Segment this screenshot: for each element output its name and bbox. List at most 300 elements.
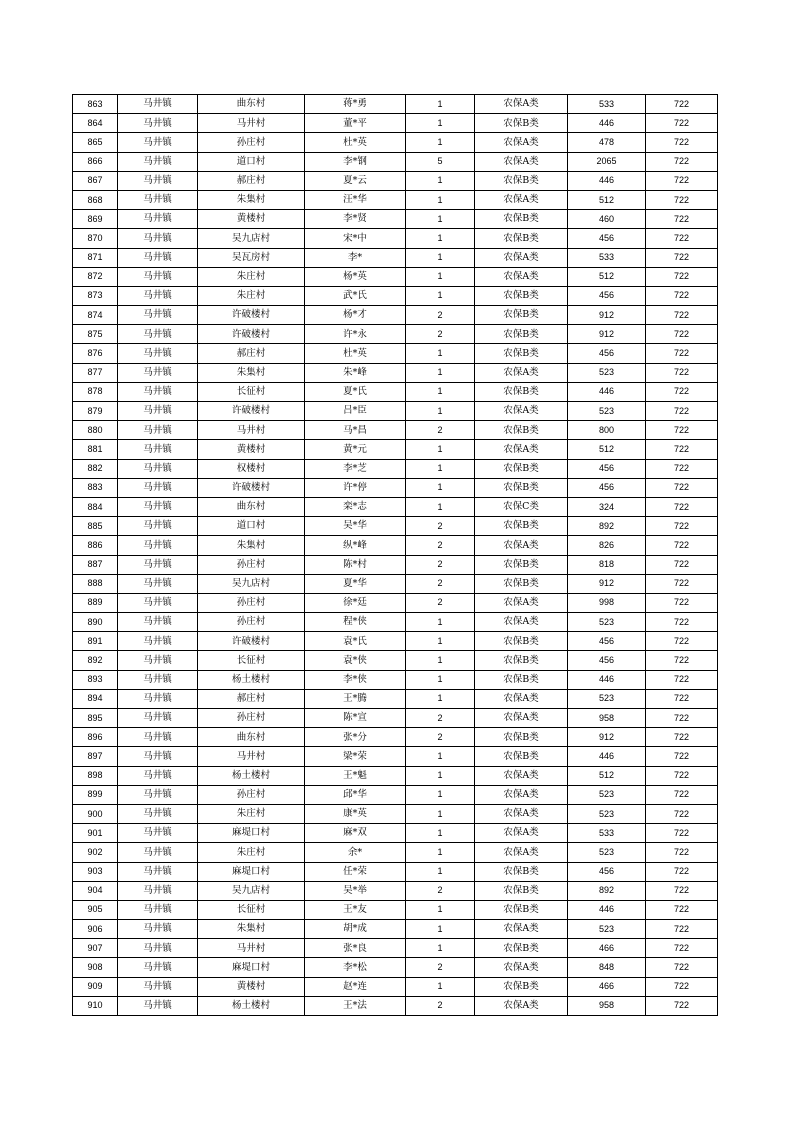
household-size-cell: 1 bbox=[406, 114, 475, 133]
amount-cell: 892 bbox=[568, 517, 646, 536]
serial-number-cell: 864 bbox=[73, 114, 118, 133]
name-cell: 徐*廷 bbox=[305, 593, 406, 612]
serial-number-cell: 902 bbox=[73, 843, 118, 862]
standard-cell: 722 bbox=[646, 766, 718, 785]
amount-cell: 466 bbox=[568, 939, 646, 958]
standard-cell: 722 bbox=[646, 804, 718, 823]
insurance-category-cell: 农保A类 bbox=[475, 996, 568, 1015]
village-cell: 杨土楼村 bbox=[198, 670, 305, 689]
name-cell: 张*良 bbox=[305, 939, 406, 958]
village-cell: 朱集村 bbox=[198, 190, 305, 209]
village-cell: 曲东村 bbox=[198, 95, 305, 114]
table-row bbox=[73, 344, 718, 363]
serial-number-cell: 874 bbox=[73, 306, 118, 325]
name-cell: 袁*氏 bbox=[305, 632, 406, 651]
household-size-cell: 1 bbox=[406, 785, 475, 804]
household-size-cell: 1 bbox=[406, 843, 475, 862]
village-cell: 朱庄村 bbox=[198, 843, 305, 862]
standard-cell: 722 bbox=[646, 459, 718, 478]
name-cell: 杜*英 bbox=[305, 344, 406, 363]
name-cell: 陈*宣 bbox=[305, 709, 406, 728]
table-row bbox=[73, 114, 718, 133]
town-cell: 马井镇 bbox=[118, 306, 198, 325]
village-cell: 孙庄村 bbox=[198, 785, 305, 804]
serial-number-cell: 905 bbox=[73, 900, 118, 919]
insurance-category-cell: 农保B类 bbox=[475, 325, 568, 344]
serial-number-cell: 909 bbox=[73, 977, 118, 996]
table-row bbox=[73, 363, 718, 382]
serial-number-cell: 897 bbox=[73, 747, 118, 766]
household-size-cell: 1 bbox=[406, 651, 475, 670]
standard-cell: 722 bbox=[646, 843, 718, 862]
insurance-category-cell: 农保A类 bbox=[475, 804, 568, 823]
standard-cell: 722 bbox=[646, 382, 718, 401]
serial-number-cell: 896 bbox=[73, 728, 118, 747]
insurance-category-cell: 农保A类 bbox=[475, 363, 568, 382]
insurance-category-cell: 农保B类 bbox=[475, 555, 568, 574]
insurance-category-cell: 农保B类 bbox=[475, 862, 568, 881]
town-cell: 马井镇 bbox=[118, 536, 198, 555]
amount-cell: 456 bbox=[568, 229, 646, 248]
amount-cell: 456 bbox=[568, 344, 646, 363]
amount-cell: 446 bbox=[568, 114, 646, 133]
town-cell: 马井镇 bbox=[118, 766, 198, 785]
name-cell: 杨*才 bbox=[305, 306, 406, 325]
table-row bbox=[73, 286, 718, 305]
serial-number-cell: 899 bbox=[73, 785, 118, 804]
name-cell: 吴*华 bbox=[305, 517, 406, 536]
household-size-cell: 1 bbox=[406, 613, 475, 632]
name-cell: 杨*英 bbox=[305, 267, 406, 286]
insurance-category-cell: 农保B类 bbox=[475, 977, 568, 996]
table-row bbox=[73, 881, 718, 900]
household-size-cell: 1 bbox=[406, 190, 475, 209]
table-row bbox=[73, 593, 718, 612]
household-size-cell: 2 bbox=[406, 325, 475, 344]
town-cell: 马井镇 bbox=[118, 344, 198, 363]
household-size-cell: 2 bbox=[406, 881, 475, 900]
household-size-cell: 2 bbox=[406, 996, 475, 1015]
table-row bbox=[73, 689, 718, 708]
town-cell: 马井镇 bbox=[118, 382, 198, 401]
amount-cell: 998 bbox=[568, 593, 646, 612]
table-row bbox=[73, 306, 718, 325]
village-cell: 许破楼村 bbox=[198, 306, 305, 325]
name-cell: 夏*氏 bbox=[305, 382, 406, 401]
town-cell: 马井镇 bbox=[118, 747, 198, 766]
insurance-category-cell: 农保B类 bbox=[475, 421, 568, 440]
table-row bbox=[73, 824, 718, 843]
name-cell: 王*腾 bbox=[305, 689, 406, 708]
table-row bbox=[73, 171, 718, 190]
table-row bbox=[73, 728, 718, 747]
serial-number-cell: 886 bbox=[73, 536, 118, 555]
standard-cell: 722 bbox=[646, 363, 718, 382]
standard-cell: 722 bbox=[646, 574, 718, 593]
serial-number-cell: 910 bbox=[73, 996, 118, 1015]
amount-cell: 523 bbox=[568, 804, 646, 823]
table-row bbox=[73, 958, 718, 977]
household-size-cell: 2 bbox=[406, 574, 475, 593]
town-cell: 马井镇 bbox=[118, 843, 198, 862]
amount-cell: 456 bbox=[568, 459, 646, 478]
town-cell: 马井镇 bbox=[118, 977, 198, 996]
village-cell: 孙庄村 bbox=[198, 613, 305, 632]
serial-number-cell: 865 bbox=[73, 133, 118, 152]
serial-number-cell: 863 bbox=[73, 95, 118, 114]
amount-cell: 446 bbox=[568, 900, 646, 919]
household-size-cell: 1 bbox=[406, 939, 475, 958]
household-size-cell: 2 bbox=[406, 709, 475, 728]
insurance-category-cell: 农保B类 bbox=[475, 478, 568, 497]
town-cell: 马井镇 bbox=[118, 421, 198, 440]
amount-cell: 512 bbox=[568, 766, 646, 785]
serial-number-cell: 889 bbox=[73, 593, 118, 612]
table-row bbox=[73, 670, 718, 689]
name-cell: 夏*云 bbox=[305, 171, 406, 190]
serial-number-cell: 892 bbox=[73, 651, 118, 670]
town-cell: 马井镇 bbox=[118, 402, 198, 421]
amount-cell: 523 bbox=[568, 613, 646, 632]
village-cell: 黄楼村 bbox=[198, 440, 305, 459]
serial-number-cell: 884 bbox=[73, 497, 118, 516]
insurance-category-cell: 农保B类 bbox=[475, 229, 568, 248]
amount-cell: 523 bbox=[568, 920, 646, 939]
serial-number-cell: 872 bbox=[73, 267, 118, 286]
town-cell: 马井镇 bbox=[118, 939, 198, 958]
village-cell: 道口村 bbox=[198, 152, 305, 171]
household-size-cell: 2 bbox=[406, 421, 475, 440]
amount-cell: 478 bbox=[568, 133, 646, 152]
standard-cell: 722 bbox=[646, 306, 718, 325]
household-size-cell: 1 bbox=[406, 286, 475, 305]
name-cell: 李*贤 bbox=[305, 210, 406, 229]
standard-cell: 722 bbox=[646, 996, 718, 1015]
town-cell: 马井镇 bbox=[118, 286, 198, 305]
town-cell: 马井镇 bbox=[118, 785, 198, 804]
amount-cell: 523 bbox=[568, 843, 646, 862]
table-row bbox=[73, 939, 718, 958]
standard-cell: 722 bbox=[646, 267, 718, 286]
amount-cell: 826 bbox=[568, 536, 646, 555]
insurance-category-cell: 农保B类 bbox=[475, 651, 568, 670]
village-cell: 朱庄村 bbox=[198, 804, 305, 823]
insurance-category-cell: 农保B类 bbox=[475, 382, 568, 401]
town-cell: 马井镇 bbox=[118, 229, 198, 248]
name-cell: 赵*连 bbox=[305, 977, 406, 996]
standard-cell: 722 bbox=[646, 95, 718, 114]
household-size-cell: 1 bbox=[406, 229, 475, 248]
name-cell: 蒋*勇 bbox=[305, 95, 406, 114]
insurance-category-cell: 农保A类 bbox=[475, 613, 568, 632]
insurance-category-cell: 农保B类 bbox=[475, 747, 568, 766]
standard-cell: 722 bbox=[646, 670, 718, 689]
name-cell: 夏*华 bbox=[305, 574, 406, 593]
standard-cell: 722 bbox=[646, 613, 718, 632]
insurance-category-cell: 农保B类 bbox=[475, 286, 568, 305]
standard-cell: 722 bbox=[646, 478, 718, 497]
standard-cell: 722 bbox=[646, 344, 718, 363]
amount-cell: 800 bbox=[568, 421, 646, 440]
village-cell: 曲东村 bbox=[198, 728, 305, 747]
name-cell: 李*侠 bbox=[305, 670, 406, 689]
name-cell: 吴*举 bbox=[305, 881, 406, 900]
town-cell: 马井镇 bbox=[118, 881, 198, 900]
standard-cell: 722 bbox=[646, 785, 718, 804]
table-row bbox=[73, 574, 718, 593]
town-cell: 马井镇 bbox=[118, 613, 198, 632]
village-cell: 吴九店村 bbox=[198, 574, 305, 593]
insurance-category-cell: 农保A类 bbox=[475, 689, 568, 708]
village-cell: 曲东村 bbox=[198, 497, 305, 516]
amount-cell: 533 bbox=[568, 95, 646, 114]
village-cell: 朱庄村 bbox=[198, 286, 305, 305]
household-size-cell: 1 bbox=[406, 920, 475, 939]
town-cell: 马井镇 bbox=[118, 670, 198, 689]
village-cell: 道口村 bbox=[198, 517, 305, 536]
village-cell: 郝庄村 bbox=[198, 171, 305, 190]
serial-number-cell: 907 bbox=[73, 939, 118, 958]
household-size-cell: 1 bbox=[406, 363, 475, 382]
household-size-cell: 1 bbox=[406, 478, 475, 497]
household-size-cell: 1 bbox=[406, 210, 475, 229]
serial-number-cell: 906 bbox=[73, 920, 118, 939]
table-row bbox=[73, 267, 718, 286]
serial-number-cell: 867 bbox=[73, 171, 118, 190]
amount-cell: 446 bbox=[568, 670, 646, 689]
table-row bbox=[73, 996, 718, 1015]
name-cell: 康*英 bbox=[305, 804, 406, 823]
insurance-category-cell: 农保A类 bbox=[475, 843, 568, 862]
town-cell: 马井镇 bbox=[118, 248, 198, 267]
town-cell: 马井镇 bbox=[118, 728, 198, 747]
amount-cell: 324 bbox=[568, 497, 646, 516]
serial-number-cell: 875 bbox=[73, 325, 118, 344]
amount-cell: 512 bbox=[568, 190, 646, 209]
insurance-category-cell: 农保A类 bbox=[475, 766, 568, 785]
standard-cell: 722 bbox=[646, 920, 718, 939]
serial-number-cell: 876 bbox=[73, 344, 118, 363]
insurance-category-cell: 农保B类 bbox=[475, 306, 568, 325]
village-cell: 孙庄村 bbox=[198, 555, 305, 574]
insurance-category-cell: 农保B类 bbox=[475, 900, 568, 919]
name-cell: 黄*元 bbox=[305, 440, 406, 459]
household-size-cell: 5 bbox=[406, 152, 475, 171]
insurance-category-cell: 农保A类 bbox=[475, 709, 568, 728]
amount-cell: 912 bbox=[568, 728, 646, 747]
insurance-category-cell: 农保C类 bbox=[475, 497, 568, 516]
serial-number-cell: 882 bbox=[73, 459, 118, 478]
table-row bbox=[73, 402, 718, 421]
serial-number-cell: 888 bbox=[73, 574, 118, 593]
household-size-cell: 1 bbox=[406, 670, 475, 689]
name-cell: 杜*英 bbox=[305, 133, 406, 152]
insurance-category-cell: 农保A类 bbox=[475, 920, 568, 939]
town-cell: 马井镇 bbox=[118, 920, 198, 939]
serial-number-cell: 887 bbox=[73, 555, 118, 574]
standard-cell: 722 bbox=[646, 229, 718, 248]
amount-cell: 912 bbox=[568, 306, 646, 325]
household-size-cell: 2 bbox=[406, 536, 475, 555]
town-cell: 马井镇 bbox=[118, 497, 198, 516]
town-cell: 马井镇 bbox=[118, 996, 198, 1015]
name-cell: 袁*侠 bbox=[305, 651, 406, 670]
table-row bbox=[73, 95, 718, 114]
insurance-category-cell: 农保B类 bbox=[475, 459, 568, 478]
name-cell: 许*停 bbox=[305, 478, 406, 497]
standard-cell: 722 bbox=[646, 421, 718, 440]
table-row bbox=[73, 478, 718, 497]
name-cell: 李*钢 bbox=[305, 152, 406, 171]
household-size-cell: 1 bbox=[406, 766, 475, 785]
standard-cell: 722 bbox=[646, 824, 718, 843]
household-size-cell: 1 bbox=[406, 382, 475, 401]
town-cell: 马井镇 bbox=[118, 689, 198, 708]
name-cell: 张*分 bbox=[305, 728, 406, 747]
town-cell: 马井镇 bbox=[118, 95, 198, 114]
serial-number-cell: 877 bbox=[73, 363, 118, 382]
table-row bbox=[73, 613, 718, 632]
insurance-category-cell: 农保A类 bbox=[475, 95, 568, 114]
standard-cell: 722 bbox=[646, 689, 718, 708]
serial-number-cell: 885 bbox=[73, 517, 118, 536]
village-cell: 许破楼村 bbox=[198, 402, 305, 421]
household-size-cell: 1 bbox=[406, 747, 475, 766]
standard-cell: 722 bbox=[646, 536, 718, 555]
insurance-category-cell: 农保B类 bbox=[475, 114, 568, 133]
village-cell: 吴九店村 bbox=[198, 229, 305, 248]
serial-number-cell: 868 bbox=[73, 190, 118, 209]
table-row bbox=[73, 920, 718, 939]
amount-cell: 523 bbox=[568, 689, 646, 708]
standard-cell: 722 bbox=[646, 977, 718, 996]
insurance-category-cell: 农保A类 bbox=[475, 958, 568, 977]
name-cell: 栾*志 bbox=[305, 497, 406, 516]
name-cell: 陈*村 bbox=[305, 555, 406, 574]
name-cell: 王*友 bbox=[305, 900, 406, 919]
name-cell: 李*芝 bbox=[305, 459, 406, 478]
town-cell: 马井镇 bbox=[118, 574, 198, 593]
amount-cell: 848 bbox=[568, 958, 646, 977]
town-cell: 马井镇 bbox=[118, 651, 198, 670]
amount-cell: 456 bbox=[568, 651, 646, 670]
standard-cell: 722 bbox=[646, 171, 718, 190]
town-cell: 马井镇 bbox=[118, 900, 198, 919]
amount-cell: 523 bbox=[568, 785, 646, 804]
village-cell: 黄楼村 bbox=[198, 977, 305, 996]
serial-number-cell: 878 bbox=[73, 382, 118, 401]
standard-cell: 722 bbox=[646, 152, 718, 171]
insurance-category-cell: 农保B类 bbox=[475, 670, 568, 689]
amount-cell: 512 bbox=[568, 267, 646, 286]
household-size-cell: 2 bbox=[406, 593, 475, 612]
amount-cell: 456 bbox=[568, 478, 646, 497]
town-cell: 马井镇 bbox=[118, 440, 198, 459]
village-cell: 许破楼村 bbox=[198, 632, 305, 651]
household-size-cell: 1 bbox=[406, 248, 475, 267]
village-cell: 吴九店村 bbox=[198, 881, 305, 900]
town-cell: 马井镇 bbox=[118, 190, 198, 209]
name-cell: 许*永 bbox=[305, 325, 406, 344]
household-size-cell: 2 bbox=[406, 555, 475, 574]
household-size-cell: 1 bbox=[406, 689, 475, 708]
serial-number-cell: 871 bbox=[73, 248, 118, 267]
household-size-cell: 1 bbox=[406, 440, 475, 459]
amount-cell: 446 bbox=[568, 382, 646, 401]
table-row bbox=[73, 747, 718, 766]
town-cell: 马井镇 bbox=[118, 824, 198, 843]
insurance-category-cell: 农保A类 bbox=[475, 152, 568, 171]
town-cell: 马井镇 bbox=[118, 632, 198, 651]
amount-cell: 446 bbox=[568, 171, 646, 190]
serial-number-cell: 908 bbox=[73, 958, 118, 977]
table-row bbox=[73, 190, 718, 209]
table-row bbox=[73, 229, 718, 248]
table-row bbox=[73, 804, 718, 823]
household-size-cell: 1 bbox=[406, 267, 475, 286]
amount-cell: 466 bbox=[568, 977, 646, 996]
amount-cell: 523 bbox=[568, 363, 646, 382]
village-cell: 孙庄村 bbox=[198, 593, 305, 612]
table-row bbox=[73, 766, 718, 785]
table-row bbox=[73, 785, 718, 804]
insurance-category-cell: 农保B类 bbox=[475, 517, 568, 536]
serial-number-cell: 890 bbox=[73, 613, 118, 632]
serial-number-cell: 880 bbox=[73, 421, 118, 440]
standard-cell: 722 bbox=[646, 440, 718, 459]
household-size-cell: 2 bbox=[406, 958, 475, 977]
table-row bbox=[73, 709, 718, 728]
name-cell: 汪*华 bbox=[305, 190, 406, 209]
village-cell: 许破楼村 bbox=[198, 325, 305, 344]
standard-cell: 722 bbox=[646, 958, 718, 977]
standard-cell: 722 bbox=[646, 939, 718, 958]
household-size-cell: 1 bbox=[406, 95, 475, 114]
amount-cell: 818 bbox=[568, 555, 646, 574]
village-cell: 许破楼村 bbox=[198, 478, 305, 497]
village-cell: 马井村 bbox=[198, 747, 305, 766]
name-cell: 董*平 bbox=[305, 114, 406, 133]
household-size-cell: 1 bbox=[406, 862, 475, 881]
village-cell: 马井村 bbox=[198, 421, 305, 440]
village-cell: 黄楼村 bbox=[198, 210, 305, 229]
standard-cell: 722 bbox=[646, 900, 718, 919]
amount-cell: 892 bbox=[568, 881, 646, 900]
village-cell: 吴瓦房村 bbox=[198, 248, 305, 267]
village-cell: 长征村 bbox=[198, 651, 305, 670]
insurance-category-cell: 农保A类 bbox=[475, 785, 568, 804]
amount-cell: 912 bbox=[568, 574, 646, 593]
standard-cell: 722 bbox=[646, 881, 718, 900]
village-cell: 郝庄村 bbox=[198, 689, 305, 708]
household-size-cell: 1 bbox=[406, 804, 475, 823]
table-row bbox=[73, 248, 718, 267]
household-size-cell: 2 bbox=[406, 306, 475, 325]
insurance-category-cell: 农保B类 bbox=[475, 939, 568, 958]
insurance-category-cell: 农保B类 bbox=[475, 881, 568, 900]
serial-number-cell: 866 bbox=[73, 152, 118, 171]
name-cell: 吕*臣 bbox=[305, 402, 406, 421]
village-cell: 杨土楼村 bbox=[198, 996, 305, 1015]
serial-number-cell: 873 bbox=[73, 286, 118, 305]
insurance-category-cell: 农保A类 bbox=[475, 536, 568, 555]
town-cell: 马井镇 bbox=[118, 517, 198, 536]
serial-number-cell: 901 bbox=[73, 824, 118, 843]
household-size-cell: 1 bbox=[406, 344, 475, 363]
household-size-cell: 1 bbox=[406, 402, 475, 421]
standard-cell: 722 bbox=[646, 286, 718, 305]
serial-number-cell: 893 bbox=[73, 670, 118, 689]
